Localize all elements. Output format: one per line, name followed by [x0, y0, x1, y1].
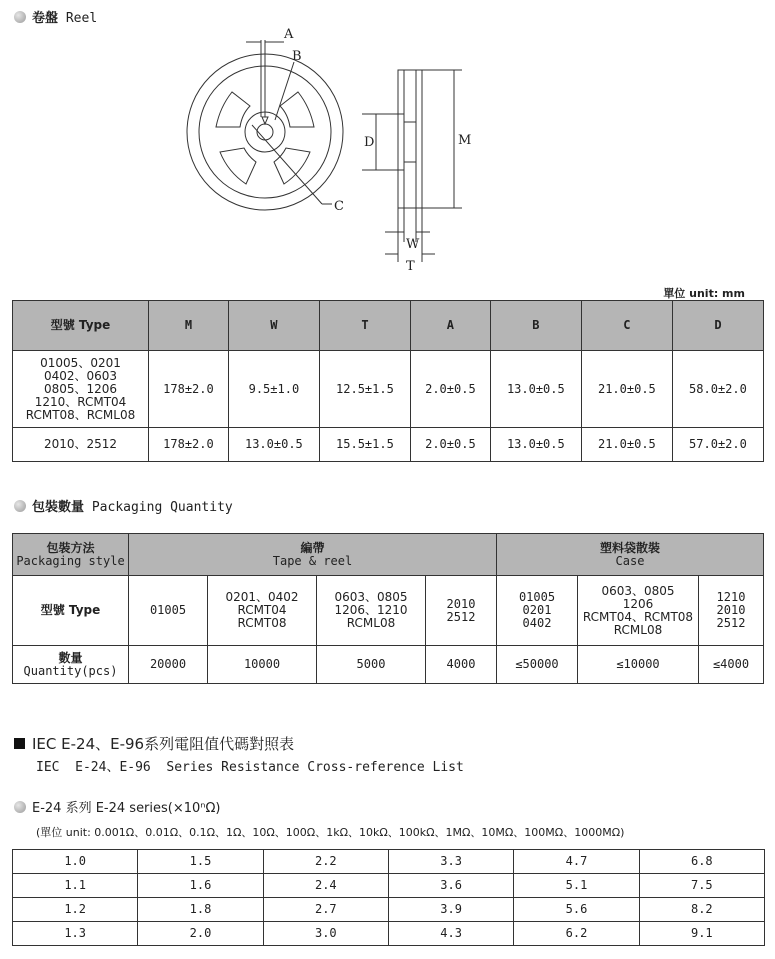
table-cell: 1.3: [13, 922, 138, 946]
table-cell: 01005 0201 0402: [497, 576, 578, 646]
table-cell: ≤4000: [699, 646, 764, 684]
table-cell: 3.6: [388, 874, 513, 898]
table-cell: 4.3: [388, 922, 513, 946]
reel-row1-type: 01005、0201 0402、0603 0805、1206 1210、RCMT04 RCMT08、RCML08: [13, 351, 149, 428]
table-cell: 2.2: [263, 850, 388, 874]
table-cell: ≤50000: [497, 646, 578, 684]
table-cell: 13.0±0.5: [490, 351, 581, 428]
table-cell: 13.0±0.5: [228, 428, 319, 462]
case-header: 塑料袋散裝 Case: [497, 534, 764, 576]
table-cell: 178±2.0: [149, 351, 229, 428]
label-c: C: [334, 199, 344, 214]
table-cell: 8.2: [639, 898, 764, 922]
reel-row2-type: 2010、2512: [13, 428, 149, 462]
table-row: [13, 428, 764, 462]
reel-window-1: [216, 92, 250, 127]
table-cell: 6.2: [514, 922, 639, 946]
packaging-heading: [14, 496, 233, 515]
reel-col-a: A: [410, 301, 490, 351]
reel-hub: [245, 112, 285, 152]
table-cell: 1.5: [138, 850, 263, 874]
reel-col-w: W: [228, 301, 319, 351]
table-cell: 5.1: [514, 874, 639, 898]
table-cell: 3.3: [388, 850, 513, 874]
table-cell: 15.5±1.5: [319, 428, 410, 462]
iec-title: [14, 733, 294, 754]
table-cell: 0201、0402 RCMT04 RCMT08: [208, 576, 317, 646]
table-cell: ≤10000: [578, 646, 699, 684]
table-cell: 21.0±0.5: [581, 351, 672, 428]
table-cell: 58.0±2.0: [672, 351, 763, 428]
table-row: [13, 874, 765, 898]
quantity-label: 數量 Quantity(pcs): [13, 646, 129, 684]
table-cell: 2010 2512: [426, 576, 497, 646]
bullet-icon: [14, 500, 26, 512]
table-cell: 0603、0805 1206、1210 RCML08: [317, 576, 426, 646]
table-cell: 12.5±1.5: [319, 351, 410, 428]
label-m: M: [458, 133, 472, 148]
table-row: [13, 351, 764, 428]
table-cell: 5000: [317, 646, 426, 684]
reel-heading: [14, 7, 97, 26]
tape-reel-header: 編帶 Tape & reel: [129, 534, 497, 576]
table-cell: 57.0±2.0: [672, 428, 763, 462]
table-cell: 1210 2010 2512: [699, 576, 764, 646]
iec-title-zh: IEC E-24、E-96系列電阻值代碼對照表: [32, 735, 295, 753]
e24-heading-text: E-24 系列 E-24 series(×10ⁿΩ): [32, 801, 221, 816]
square-bullet-icon: [14, 738, 25, 749]
table-cell: 4.7: [514, 850, 639, 874]
e24-unit-note: (單位 unit: 0.001Ω、0.01Ω、0.1Ω、1Ω、10Ω、100Ω、1kΩ、10kΩ、100kΩ、1MΩ、10MΩ、100MΩ、1000MΩ): [36, 826, 625, 839]
bullet-icon: [14, 801, 26, 813]
table-cell: 1.1: [13, 874, 138, 898]
table-cell: 2.0±0.5: [410, 351, 490, 428]
label-d: D: [364, 135, 375, 150]
bullet-icon: [14, 11, 26, 23]
table-cell: 2.0±0.5: [410, 428, 490, 462]
label-w: W: [406, 237, 420, 252]
reel-col-d: D: [672, 301, 763, 351]
table-cell: 0603、0805 1206 RCMT04、RCMT08 RCML08: [578, 576, 699, 646]
packaging-heading-en: Packaging Quantity: [91, 500, 233, 515]
table-cell: 4000: [426, 646, 497, 684]
reel-col-t: T: [319, 301, 410, 351]
table-cell: 01005: [129, 576, 208, 646]
packaging-table: [12, 533, 764, 684]
table-row: [13, 646, 764, 684]
e24-heading: [14, 797, 220, 816]
table-cell: 9.1: [639, 922, 764, 946]
reel-window-4: [274, 148, 310, 184]
e24-table: [12, 849, 765, 946]
table-cell: 1.2: [13, 898, 138, 922]
table-row: [13, 898, 765, 922]
iec-title-en: IEC E-24、E-96 Series Resistance Cross-reference List: [36, 760, 464, 775]
table-cell: 2.4: [263, 874, 388, 898]
table-cell: 2.7: [263, 898, 388, 922]
label-t: T: [406, 259, 415, 274]
table-cell: 20000: [129, 646, 208, 684]
table-cell: 1.0: [13, 850, 138, 874]
table-row: [13, 850, 765, 874]
table-cell: 10000: [208, 646, 317, 684]
reel-col-type: 型號 Type: [13, 301, 149, 351]
reel-hole: [257, 124, 273, 140]
table-cell: 21.0±0.5: [581, 428, 672, 462]
reel-table: [12, 300, 764, 462]
table-cell: 13.0±0.5: [490, 428, 581, 462]
table-cell: 3.0: [263, 922, 388, 946]
reel-window-2: [280, 92, 314, 127]
reel-heading-zh: 卷盤: [32, 11, 59, 26]
reel-diagram: [180, 22, 480, 277]
table-cell: 2.0: [138, 922, 263, 946]
reel-col-b: B: [490, 301, 581, 351]
reel-heading-en: Reel: [65, 11, 98, 26]
table-cell: 3.9: [388, 898, 513, 922]
table-cell: 1.6: [138, 874, 263, 898]
packaging-type-label: 型號 Type: [13, 576, 129, 646]
packaging-heading-zh: 包裝數量: [32, 500, 85, 515]
table-cell: 5.6: [514, 898, 639, 922]
table-row: [13, 922, 765, 946]
table-cell: 9.5±1.0: [228, 351, 319, 428]
table-cell: 6.8: [639, 850, 764, 874]
reel-window-3: [220, 148, 256, 184]
table-cell: 1.8: [138, 898, 263, 922]
reel-unit-note: 單位 unit: mm: [663, 287, 745, 300]
table-row: [13, 576, 764, 646]
label-b: B: [292, 49, 302, 64]
table-cell: 178±2.0: [149, 428, 229, 462]
label-a: A: [284, 27, 294, 42]
reel-col-c: C: [581, 301, 672, 351]
packaging-style-header: 包裝方法 Packaging style: [13, 534, 129, 576]
reel-col-m: M: [149, 301, 229, 351]
table-cell: 7.5: [639, 874, 764, 898]
